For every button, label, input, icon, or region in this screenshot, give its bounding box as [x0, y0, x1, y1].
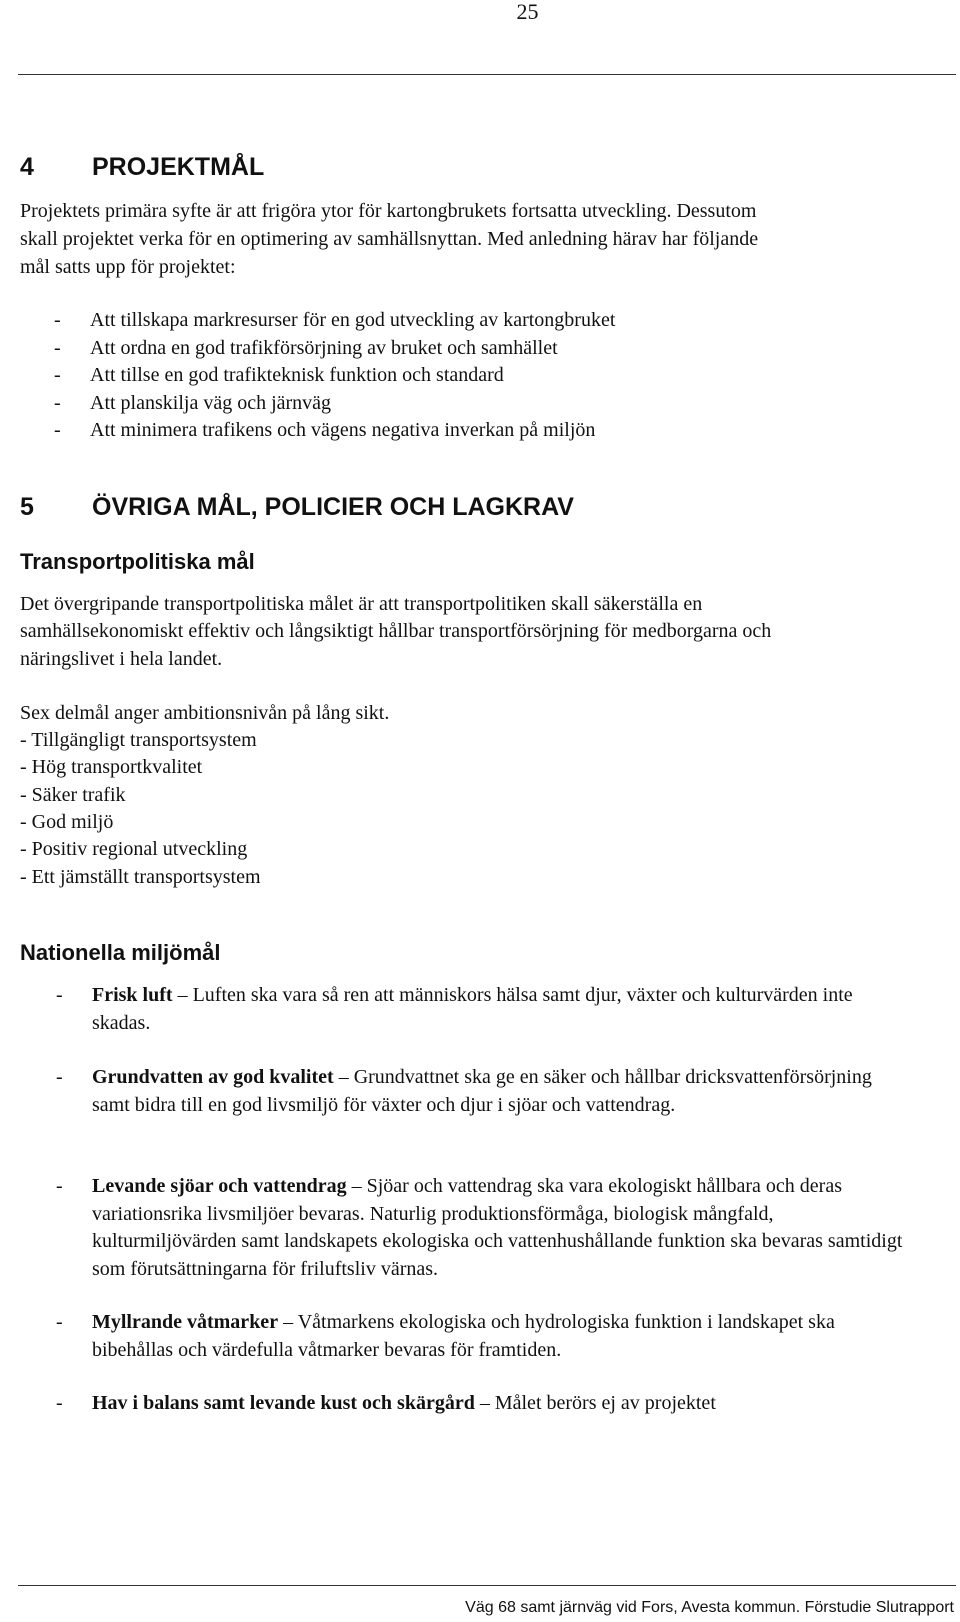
env-goal-text — [92, 1064, 912, 1119]
env-goal-title: Frisk luft — [92, 984, 173, 1006]
env-goal-separator: – — [278, 1311, 298, 1333]
list-item-text: Att planskilja väg och järnväg — [90, 392, 332, 414]
transport-body-line: näringslivet i hela landet. — [20, 648, 223, 670]
env-goal-text — [92, 1390, 912, 1418]
page-number: 25 — [516, 0, 539, 24]
list-item-text: Att ordna en god trafikförsörjning av bruket och samhället — [90, 337, 558, 359]
list-dash: - — [56, 984, 63, 1006]
list-dash: - — [56, 1175, 63, 1197]
env-goal-body: Målet berörs ej av projektet — [494, 1392, 716, 1414]
sub-goal-item: - Tillgängligt transportsystem — [20, 729, 257, 751]
list-item — [56, 389, 331, 417]
env-goal-title: Myllrande våtmarker — [92, 1311, 279, 1333]
list-item-text: Att tillskapa markresurser för en god utveckling av kartongbruket — [90, 309, 616, 331]
env-goal-separator: – — [333, 1066, 354, 1088]
env-goal-body: Luften ska vara så ren att människors hälsa samt djur, växter och kulturvärden inte skadas. — [92, 984, 853, 1034]
transport-body-line: samhällsekonomiskt effektiv och långsiktigt hållbar transportförsörjning för medborgarna och — [20, 620, 772, 642]
section-5-heading — [20, 493, 574, 522]
sub-goal-item: - Positiv regional utveckling — [20, 838, 248, 860]
sub-goal-item: - God miljö — [20, 811, 114, 833]
footer-text: Väg 68 samt järnväg vid Fors, Avesta kommun. Förstudie Slutrapport — [465, 1599, 954, 1616]
list-dash: - — [56, 1066, 63, 1088]
list-dash: - — [54, 364, 61, 386]
list-item — [56, 416, 595, 444]
env-goal-separator: – — [474, 1392, 495, 1414]
sub-goal-item: - Säker trafik — [20, 784, 126, 806]
env-goal-body: Våtmarkens ekologiska och hydrologiska funktion i landskapet ska bibehållas och värdefulla våtmarker bevaras för framtiden. — [92, 1311, 835, 1361]
env-goal-text — [92, 1309, 912, 1364]
env-goal-title: Levande sjöar och vattendrag — [92, 1175, 347, 1197]
section-number: 5 — [20, 493, 34, 521]
list-item — [56, 361, 504, 389]
intro-line: mål satts upp för projektet: — [20, 256, 236, 278]
env-goal-title: Grundvatten av god kvalitet — [92, 1066, 334, 1088]
env-goal-body: Grundvattnet ska ge en säker och hållbar dricksvattenförsörjning samt bidra till en god livsmiljö för växter och djur i sjöar och vattendrag. — [92, 1066, 872, 1116]
intro-line: skall projektet verka för en optimering av samhällsnyttan. Med anledning härav har följande — [20, 228, 759, 250]
env-goal-text — [92, 982, 912, 1037]
list-dash: - — [54, 309, 61, 331]
list-dash: - — [56, 1392, 63, 1414]
env-goal-title: Hav i balans samt levande kust och skärgård — [92, 1392, 475, 1414]
transport-body-line: Det övergripande transportpolitiska målet är att transportpolitiken skall säkerställa en — [20, 593, 703, 615]
list-dash: - — [56, 1311, 63, 1333]
footer-rule — [18, 1585, 956, 1586]
env-goal-separator: – — [346, 1175, 367, 1197]
section-number: 4 — [20, 153, 34, 181]
sub-goal-item: - Hög transportkvalitet — [20, 756, 203, 778]
env-goal-text — [92, 1173, 912, 1283]
env-goal-body: Sjöar och vattendrag ska vara ekologiskt hållbara och deras variationsrika livsmiljöer bevaras. Naturlig produktionsförmåga, biologisk mångfald, kulturmiljövärden samt landskapets ekologiska och vattenhushållande funktion ska bevaras samtidigt som förutsättningarna för friluftsliv värnas. — [92, 1175, 903, 1280]
list-dash: - — [54, 419, 61, 441]
sub-goal-item: - Ett jämställt transportsystem — [20, 866, 261, 888]
env-goal-separator: – — [172, 984, 193, 1006]
environment-heading: Nationella miljömål — [20, 940, 221, 965]
transport-heading: Transportpolitiska mål — [20, 549, 255, 574]
list-dash: - — [54, 337, 61, 359]
header-rule — [18, 74, 956, 75]
list-dash: - — [54, 392, 61, 414]
section-title: PROJEKTMÅL — [92, 153, 265, 181]
list-item-text: Att tillse en god trafikteknisk funktion och standard — [90, 364, 504, 386]
list-item — [56, 306, 615, 334]
section-title: ÖVRIGA MÅL, POLICIER OCH LAGKRAV — [92, 493, 574, 521]
intro-line: Projektets primära syfte är att frigöra ytor för kartongbrukets fortsatta utveckling. Dessutom — [20, 200, 757, 222]
sub-goals-intro: Sex delmål anger ambitionsnivån på lång sikt. — [20, 702, 390, 724]
list-item-text: Att minimera trafikens och vägens negativa inverkan på miljön — [90, 419, 596, 441]
section-4-heading — [20, 153, 264, 182]
list-item — [56, 334, 558, 362]
